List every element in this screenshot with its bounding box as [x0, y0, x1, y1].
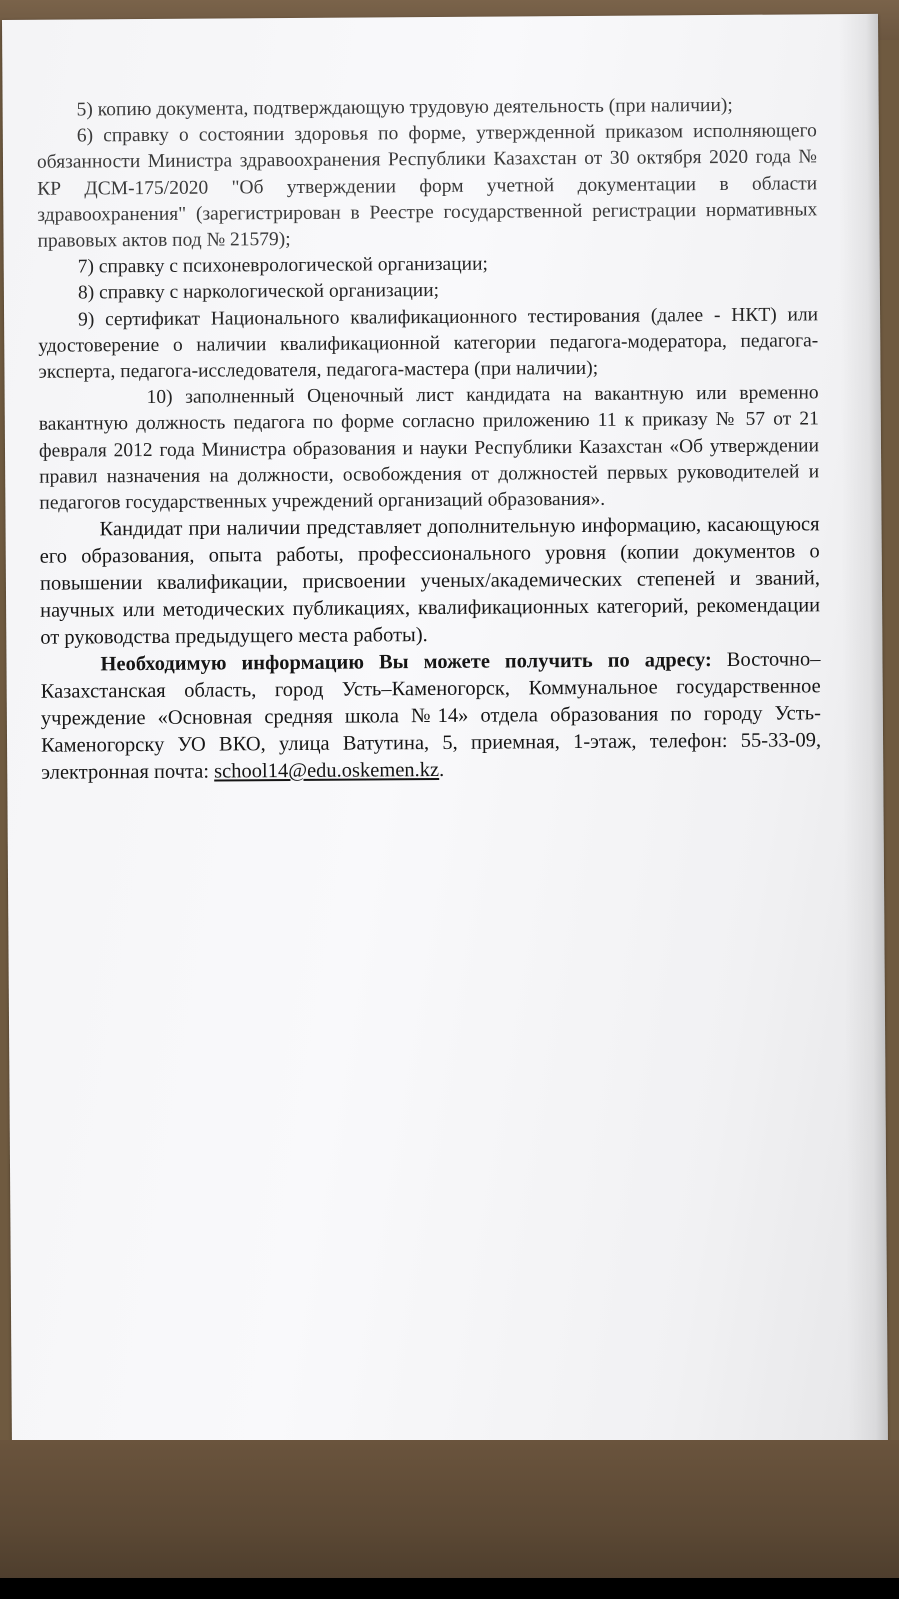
contact-email-link[interactable]: school14@edu.oskemen.kz	[214, 759, 440, 783]
list-item-7: 7) справку с психоневрологической организации;	[77, 253, 488, 278]
list-item-6: 6) справку о состоянии здоровья по форме, утвержденной приказом исполняющего обязанности Министра здравоохранения Республики Казахстан от 30 октября 2020 года № КР ДСМ-175/2020 "Об утверждении форм учетной документации в области здравоохранения" (зарегистрирован в Реестре государственной регистрации нормативных правовых актов под № 21579);	[36, 120, 818, 252]
list-item-5: 5) копию документа, подтверждающую трудовую деятельность (при наличии);	[76, 94, 733, 121]
contact-paragraph	[40, 647, 821, 787]
list-item-9: 9) сертификат Национального квалификационного тестирования (далее - НКТ) или удостоверение о наличии квалификационной категории педагога-модератора, педагога-эксперта, педагога-исследователя, педагога-мастера (при наличии);	[38, 303, 819, 383]
contact-lead: Необходимую информацию Вы можете получить по адресу:	[100, 649, 712, 676]
additional-info-paragraph: Кандидат при наличии представляет дополнительную информацию, касающуюся его образования, опыта работы, профессионального уровня (копии документов о повышении квалификации, присвоении ученых/академических степеней и званий, научных или методических публикациях, квалификационных категорий, рекомендации от руководства предыдущего места работы).	[39, 513, 821, 649]
document-body	[37, 92, 822, 787]
contact-address: Восточно–Казахстанская область, город Усть–Каменогорск, Коммунальное государственное учреждение «Основная средняя школа №14» отдела образования по городу Усть-Каменогорску УО ВКО, улица Ватутина, 5, приемная, 1-этаж, телефон: 55-33-09, электронная почта:	[40, 648, 822, 784]
document-page	[2, 14, 888, 1460]
desk-background-bottom	[0, 1440, 899, 1580]
contact-end: .	[439, 759, 445, 782]
list-item-10: 10) заполненный Оценочный лист кандидата на вакантную или временно вакантную должность педагога по форме согласно приложению 11 к приказу № 57 от 21 февраля 2012 года Министра образования и науки Республики Казахстан «Об утверждении правил назначения на должности, освобождения от должностей первых руководителей и педагогов государственных учреждений организаций образования».	[38, 382, 820, 514]
screen-bottom-bar	[0, 1578, 899, 1599]
page-shadow-edge	[838, 14, 888, 1454]
list-item-8: 8) справку с наркологической организации;	[77, 280, 440, 304]
